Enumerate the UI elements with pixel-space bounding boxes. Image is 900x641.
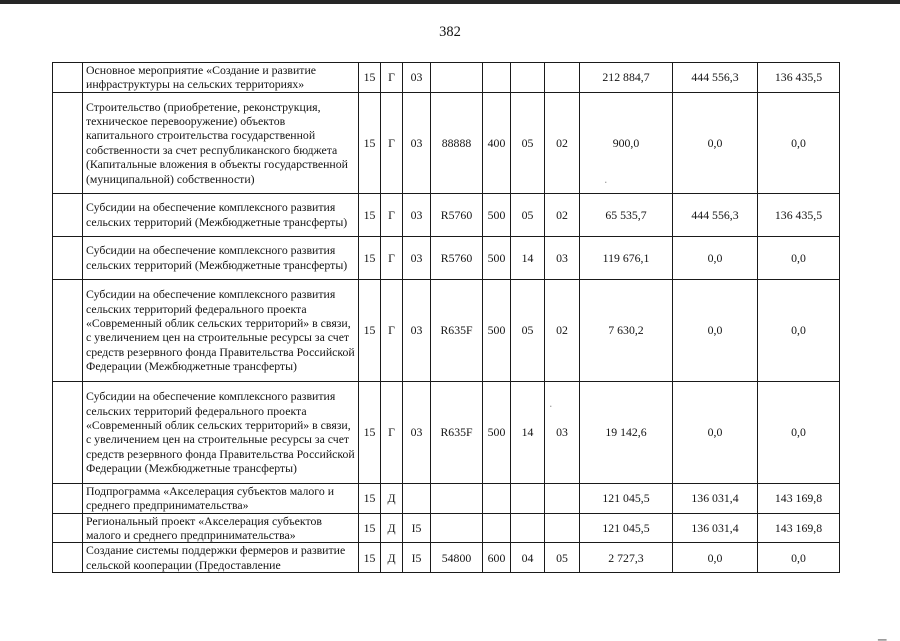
cell-description: Субсидии на обеспечение комплексного развития сельских территорий федерального проекта «Современный облик сельских территорий» в связи, с увеличением цен на строительные ресурсы за счет средств резервного фонда Правительства Российской Федерации (Межбюджетные трансферты) (83, 279, 359, 381)
cell-amount-year-3: 0,0 (758, 279, 840, 381)
table-row (53, 92, 840, 193)
cell-expense-type-code (483, 483, 511, 513)
cell-amount-year-3: 143 169,8 (758, 483, 840, 513)
cell-program-code: Г (381, 63, 403, 93)
cell-amount-year-1: 212 884,7 (580, 63, 673, 93)
cell-program-code: Г (381, 236, 403, 279)
cell-expense-type-code: 500 (483, 381, 511, 483)
scan-speck: ▁ (878, 628, 887, 641)
cell-subsection-code: 02 (545, 279, 580, 381)
top-border-rule (0, 0, 900, 4)
cell-subprogram-code: 03 (403, 63, 431, 93)
cell-target-item-code: R5760 (431, 193, 483, 236)
cell-ministry-code: 15 (359, 193, 381, 236)
cell-target-item-code: 54800 (431, 543, 483, 573)
cell-description: Субсидии на обеспечение комплексного развития сельских территорий (Межбюджетные трансферты) (83, 236, 359, 279)
cell-amount-year-3: 136 435,5 (758, 193, 840, 236)
cell-empty (53, 193, 83, 236)
cell-ministry-code: 15 (359, 92, 381, 193)
cell-ministry-code: 15 (359, 279, 381, 381)
cell-ministry-code: 15 (359, 483, 381, 513)
cell-subprogram-code: 03 (403, 193, 431, 236)
cell-description: Подпрограмма «Акселерация субъектов малого и среднего предпринимательства» (83, 483, 359, 513)
cell-expense-type-code (483, 63, 511, 93)
cell-amount-year-2: 0,0 (673, 279, 758, 381)
cell-amount-year-2: 0,0 (673, 381, 758, 483)
cell-target-item-code: 88888 (431, 92, 483, 193)
cell-empty (53, 63, 83, 93)
cell-subprogram-code: 03 (403, 279, 431, 381)
table-row (53, 193, 840, 236)
cell-target-item-code (431, 63, 483, 93)
cell-subprogram-code (403, 483, 431, 513)
cell-description: Создание системы поддержки фермеров и развитие сельской кооперации (Предоставление (83, 543, 359, 573)
table-row (53, 483, 840, 513)
cell-section-code: 14 (511, 381, 545, 483)
cell-target-item-code: R5760 (431, 236, 483, 279)
cell-description: Субсидии на обеспечение комплексного развития сельских территорий федерального проекта «Современный облик сельских территорий» в связи, с увеличением цен на строительные ресурсы за счет средств резервного фонда Правительства Российской Федерации (Межбюджетные трансферты) (83, 381, 359, 483)
cell-amount-year-2: 0,0 (673, 92, 758, 193)
cell-amount-year-3: 0,0 (758, 543, 840, 573)
cell-section-code: 14 (511, 236, 545, 279)
cell-amount-year-2: 444 556,3 (673, 63, 758, 93)
cell-ministry-code: 15 (359, 236, 381, 279)
cell-amount-year-1: 7 630,2 (580, 279, 673, 381)
page-number: 382 (439, 24, 461, 40)
cell-section-code (511, 63, 545, 93)
cell-ministry-code: 15 (359, 381, 381, 483)
cell-program-code: Г (381, 193, 403, 236)
cell-program-code: Д (381, 483, 403, 513)
cell-section-code (511, 483, 545, 513)
cell-ministry-code: 15 (359, 63, 381, 93)
cell-expense-type-code: 500 (483, 193, 511, 236)
table-row (53, 236, 840, 279)
cell-amount-year-3: 0,0 (758, 381, 840, 483)
cell-section-code: 05 (511, 279, 545, 381)
scan-speck: · (604, 176, 608, 189)
cell-amount-year-2: 0,0 (673, 236, 758, 279)
cell-target-item-code: R635F (431, 279, 483, 381)
cell-expense-type-code (483, 513, 511, 543)
cell-expense-type-code: 400 (483, 92, 511, 193)
cell-subsection-code: 05 (545, 543, 580, 573)
cell-amount-year-3: 0,0 (758, 92, 840, 193)
cell-empty (53, 236, 83, 279)
cell-expense-type-code: 600 (483, 543, 511, 573)
table-row (53, 63, 840, 93)
cell-amount-year-2: 444 556,3 (673, 193, 758, 236)
cell-amount-year-1: 900,0 (580, 92, 673, 193)
scan-speck: · (549, 400, 553, 413)
cell-description: Строительство (приобретение, реконструкция, техническое перевооружение) объектов капитального строительства государственной собственности за счет республиканского бюджета (Капитальные вложения в объекты государственной (муниципальной) собственности) (83, 92, 359, 193)
cell-subprogram-code: I5 (403, 513, 431, 543)
cell-empty (53, 513, 83, 543)
cell-amount-year-2: 0,0 (673, 543, 758, 573)
cell-subsection-code: 02 (545, 92, 580, 193)
cell-subsection-code (545, 513, 580, 543)
cell-empty (53, 279, 83, 381)
cell-section-code (511, 513, 545, 543)
cell-target-item-code: R635F (431, 381, 483, 483)
cell-program-code: Д (381, 543, 403, 573)
cell-subsection-code: 03 (545, 236, 580, 279)
cell-program-code: Д (381, 513, 403, 543)
cell-section-code: 04 (511, 543, 545, 573)
cell-subprogram-code: 03 (403, 236, 431, 279)
cell-amount-year-3: 143 169,8 (758, 513, 840, 543)
cell-description: Основное мероприятие «Создание и развитие инфраструктуры на сельских территориях» (83, 63, 359, 93)
cell-empty (53, 92, 83, 193)
cell-amount-year-1: 2 727,3 (580, 543, 673, 573)
cell-amount-year-1: 65 535,7 (580, 193, 673, 236)
cell-subprogram-code: 03 (403, 92, 431, 193)
table-row (53, 513, 840, 543)
cell-ministry-code: 15 (359, 513, 381, 543)
cell-amount-year-3: 0,0 (758, 236, 840, 279)
cell-program-code: Г (381, 92, 403, 193)
table-row (53, 543, 840, 573)
cell-expense-type-code: 500 (483, 279, 511, 381)
cell-amount-year-1: 19 142,6 (580, 381, 673, 483)
cell-subprogram-code: 03 (403, 381, 431, 483)
cell-subsection-code (545, 63, 580, 93)
table-row (53, 381, 840, 483)
cell-target-item-code (431, 513, 483, 543)
budget-table (52, 62, 840, 573)
cell-expense-type-code: 500 (483, 236, 511, 279)
cell-amount-year-2: 136 031,4 (673, 483, 758, 513)
cell-subsection-code: 03 (545, 381, 580, 483)
cell-empty (53, 381, 83, 483)
cell-description: Субсидии на обеспечение комплексного развития сельских территорий (Межбюджетные трансферты) (83, 193, 359, 236)
cell-amount-year-2: 136 031,4 (673, 513, 758, 543)
cell-subsection-code: 02 (545, 193, 580, 236)
cell-amount-year-1: 119 676,1 (580, 236, 673, 279)
cell-program-code: Г (381, 279, 403, 381)
cell-ministry-code: 15 (359, 543, 381, 573)
cell-description: Региональный проект «Акселерация субъектов малого и среднего предпринимательства» (83, 513, 359, 543)
cell-amount-year-1: 121 045,5 (580, 513, 673, 543)
cell-amount-year-1: 121 045,5 (580, 483, 673, 513)
cell-empty (53, 483, 83, 513)
table-body (53, 63, 840, 573)
table-row (53, 279, 840, 381)
cell-amount-year-3: 136 435,5 (758, 63, 840, 93)
cell-empty (53, 543, 83, 573)
cell-subprogram-code: I5 (403, 543, 431, 573)
cell-subsection-code (545, 483, 580, 513)
cell-program-code: Г (381, 381, 403, 483)
cell-section-code: 05 (511, 193, 545, 236)
cell-section-code: 05 (511, 92, 545, 193)
cell-target-item-code (431, 483, 483, 513)
